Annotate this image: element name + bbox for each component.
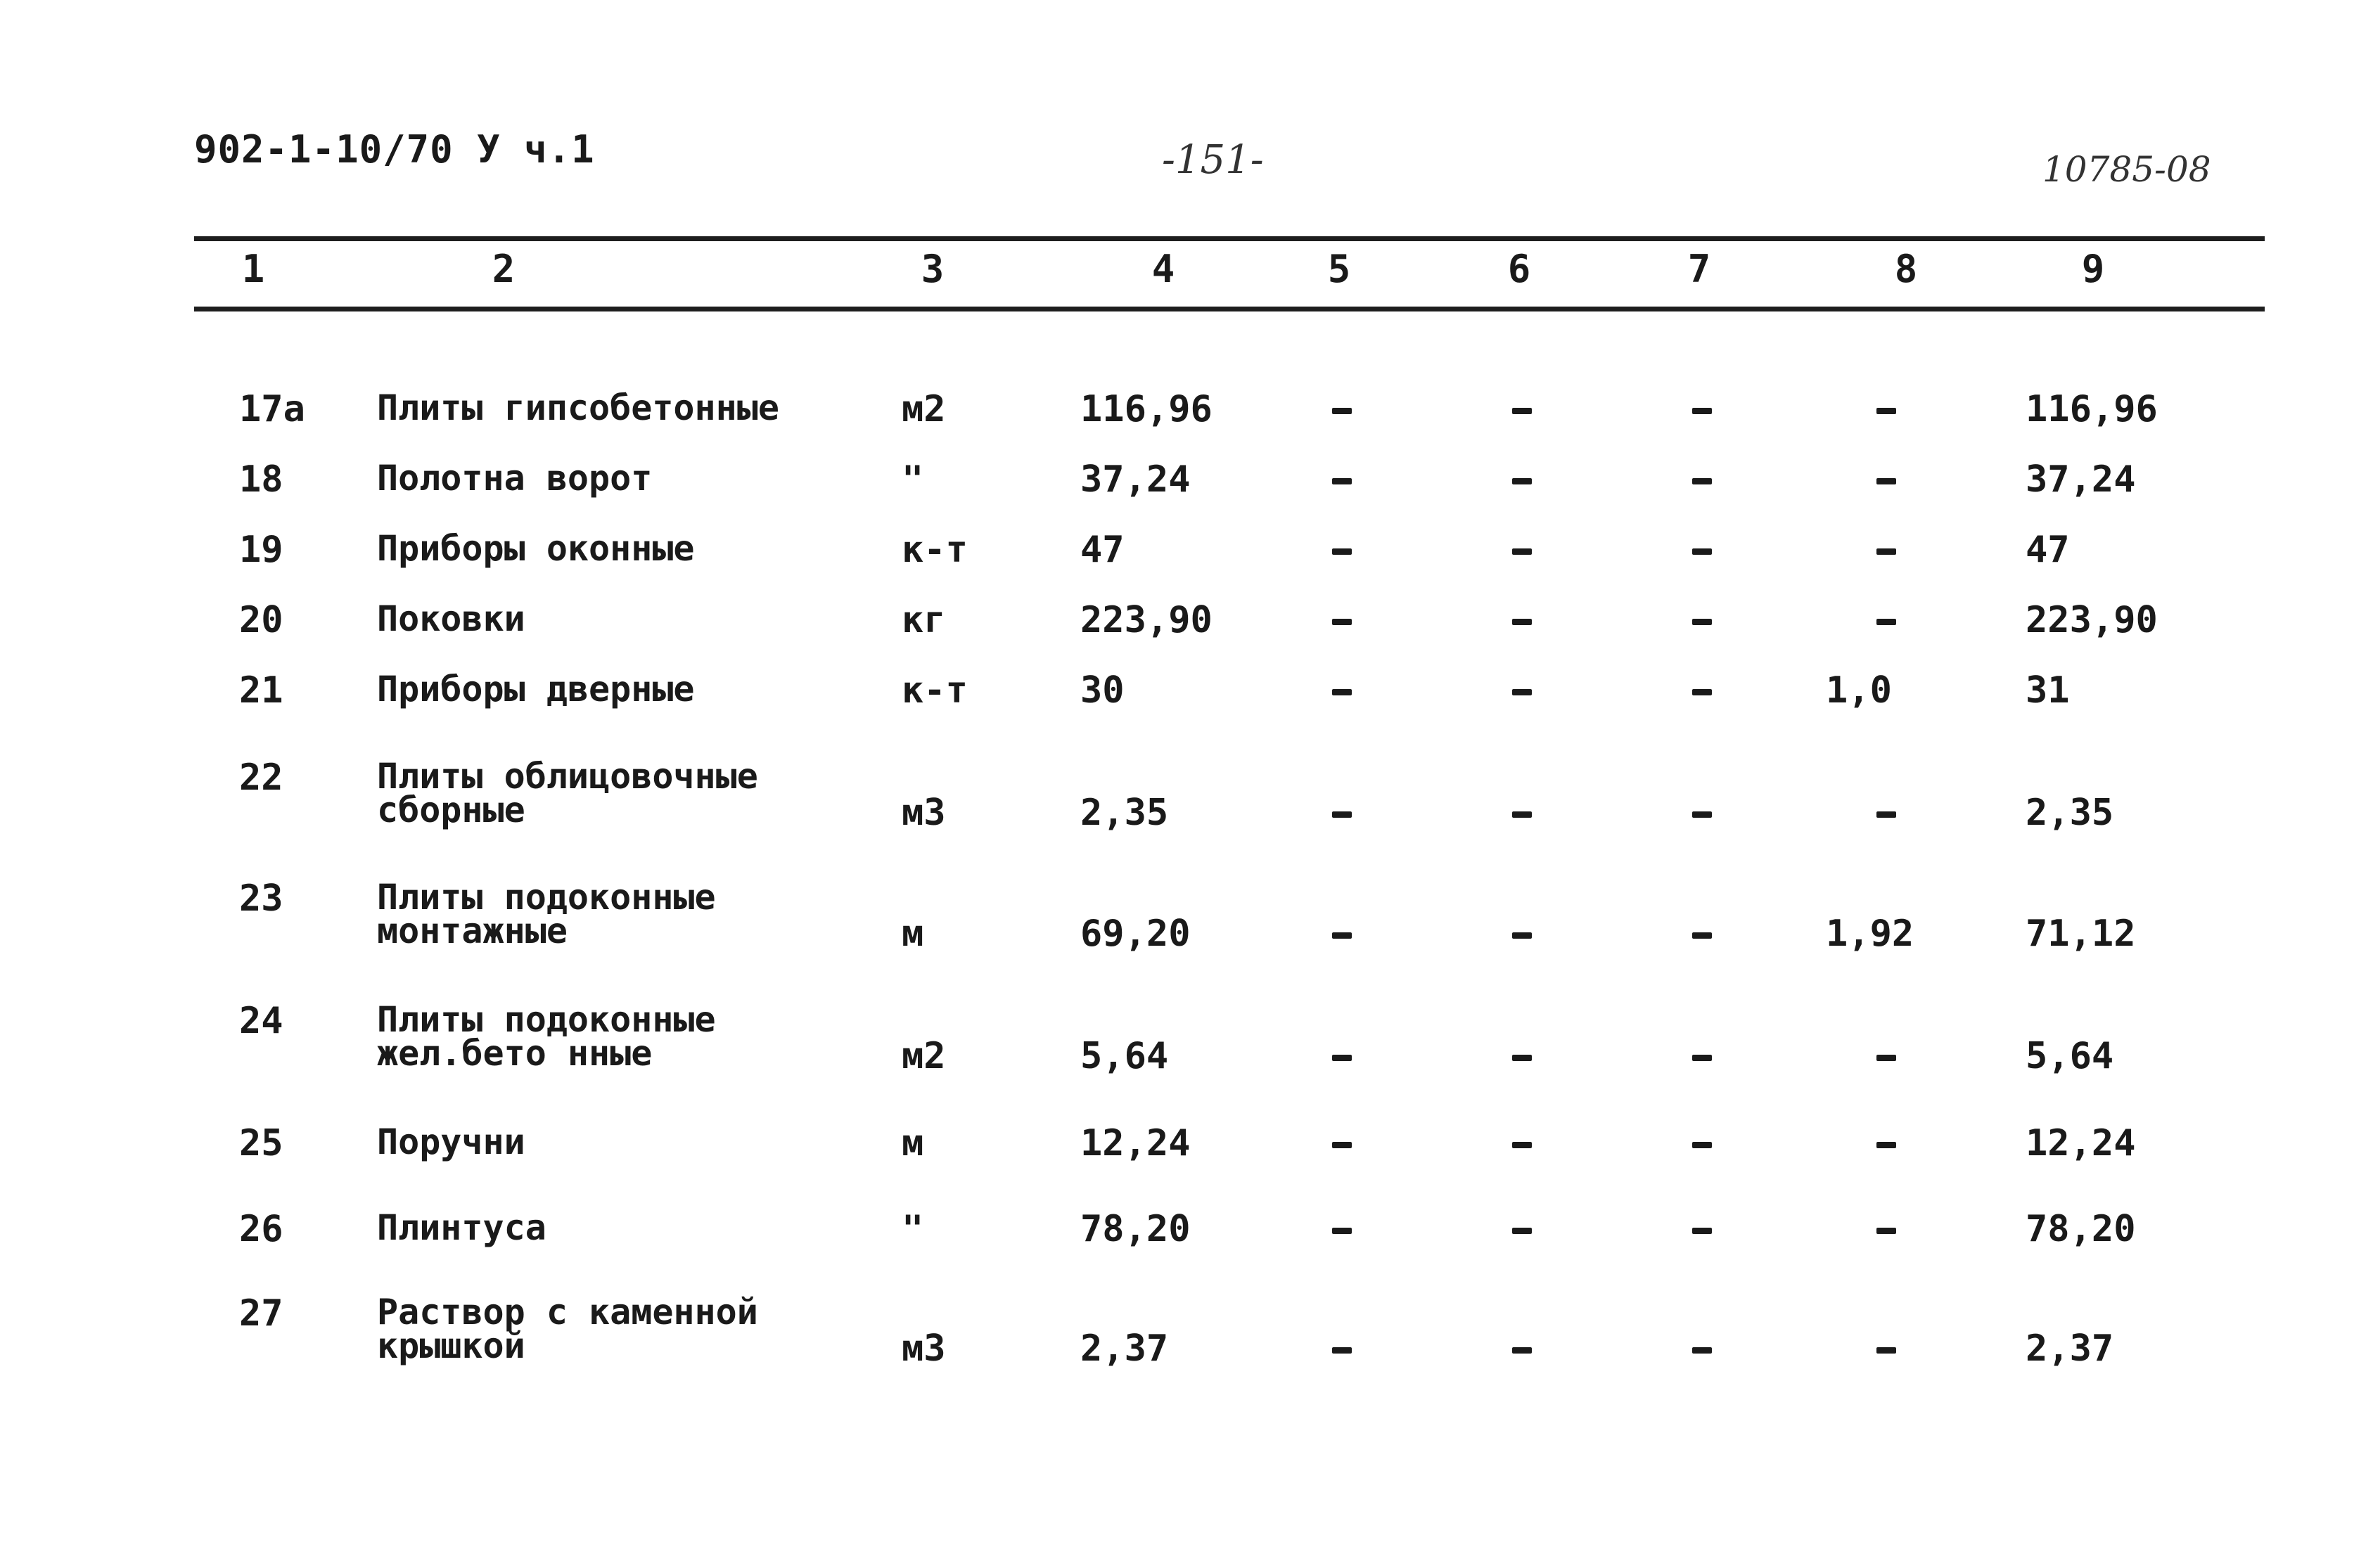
empty-value-dash	[1876, 1142, 1896, 1148]
empty-value-dash	[1692, 548, 1712, 555]
empty-value-dash	[1512, 932, 1532, 939]
value-c4: 47	[1080, 529, 1125, 571]
empty-value-dash	[1692, 478, 1712, 484]
empty-value-dash	[1876, 1055, 1896, 1061]
empty-value-dash	[1512, 1347, 1532, 1354]
table-row	[0, 387, 2373, 430]
empty-value-dash	[1512, 548, 1532, 555]
empty-value-dash	[1512, 1228, 1532, 1234]
item-name: Полотна ворот	[377, 458, 653, 499]
value-c9: 2,37	[2026, 1328, 2114, 1370]
item-name: Плиты подоконные монтажные	[377, 877, 716, 951]
empty-value-dash	[1332, 1228, 1352, 1234]
item-name: Приборы оконные	[377, 528, 695, 569]
table-row	[0, 1207, 2373, 1250]
empty-value-dash	[1332, 478, 1352, 484]
empty-value-dash	[1692, 932, 1712, 939]
empty-value-dash	[1876, 478, 1896, 484]
empty-value-dash	[1512, 478, 1532, 484]
empty-value-dash	[1512, 1142, 1532, 1148]
empty-value-dash	[1692, 619, 1712, 625]
item-name: Поручни	[377, 1122, 525, 1162]
item-name: Плиты подоконные жел.бето нные	[377, 999, 716, 1074]
table-row	[0, 458, 2373, 501]
table-row	[0, 1292, 2373, 1370]
unit-of-measure: кг	[902, 599, 946, 641]
empty-value-dash	[1692, 1142, 1712, 1148]
column-number-6: 6	[1507, 247, 1531, 291]
unit-of-measure: м2	[902, 388, 946, 430]
table-row	[0, 756, 2373, 834]
value-c9: 71,12	[2026, 913, 2136, 955]
table-row	[0, 1122, 2373, 1164]
row-number: 27	[239, 1292, 283, 1335]
value-c9: 2,35	[2026, 792, 2114, 834]
empty-value-dash	[1332, 548, 1352, 555]
empty-value-dash	[1876, 548, 1896, 555]
empty-value-dash	[1332, 689, 1352, 695]
value-c4: 116,96	[1080, 388, 1213, 430]
empty-value-dash	[1692, 1347, 1712, 1354]
empty-value-dash	[1332, 932, 1352, 939]
value-c4: 2,35	[1080, 792, 1169, 834]
empty-value-dash	[1512, 408, 1532, 414]
value-c9: 78,20	[2026, 1208, 2136, 1250]
empty-value-dash	[1512, 689, 1532, 695]
row-number: 26	[239, 1208, 283, 1250]
empty-value-dash	[1876, 811, 1896, 818]
empty-value-dash	[1332, 1347, 1352, 1354]
value-c4: 69,20	[1080, 913, 1191, 955]
unit-of-measure: м3	[902, 792, 946, 834]
value-c9: 47	[2026, 529, 2070, 571]
value-c4: 37,24	[1080, 458, 1191, 501]
column-number-3: 3	[921, 247, 945, 291]
row-number: 24	[239, 1000, 283, 1042]
column-number-2: 2	[492, 247, 516, 291]
column-number-7: 7	[1687, 247, 1711, 291]
item-name: Плиты облицовочные сборные	[377, 756, 758, 830]
column-number-1: 1	[241, 247, 265, 291]
page-number: -151-	[1162, 137, 1264, 183]
row-number: 25	[239, 1122, 283, 1164]
unit-of-measure: к-т	[902, 529, 968, 571]
column-number-8: 8	[1894, 247, 1918, 291]
unit-of-measure: м2	[902, 1035, 946, 1077]
value-c4: 30	[1080, 669, 1125, 712]
empty-value-dash	[1876, 1347, 1896, 1354]
row-number: 19	[239, 529, 283, 571]
item-name: Поковки	[377, 598, 525, 639]
empty-value-dash	[1332, 1055, 1352, 1061]
value-c9: 5,64	[2026, 1035, 2114, 1077]
table-row	[0, 877, 2373, 955]
unit-of-measure: м	[902, 1122, 924, 1164]
empty-value-dash	[1332, 1142, 1352, 1148]
value-c4: 5,64	[1080, 1035, 1169, 1077]
item-name: Раствор с каменной крышкой	[377, 1292, 758, 1366]
row-number: 22	[239, 757, 283, 799]
table-row	[0, 598, 2373, 641]
unit-of-measure: м3	[902, 1328, 946, 1370]
value-c4: 223,90	[1080, 599, 1213, 641]
value-c8: 1,0	[1826, 669, 1892, 712]
value-c9: 12,24	[2026, 1122, 2136, 1164]
value-c9: 37,24	[2026, 458, 2136, 501]
value-c4: 12,24	[1080, 1122, 1191, 1164]
unit-of-measure: м	[902, 913, 924, 955]
archive-number: 10785-08	[2042, 149, 2211, 190]
value-c4: 2,37	[1080, 1328, 1169, 1370]
column-number-9: 9	[2081, 247, 2105, 291]
row-number: 17а	[239, 388, 305, 430]
empty-value-dash	[1512, 619, 1532, 625]
table-top-rule	[194, 236, 2265, 241]
empty-value-dash	[1876, 619, 1896, 625]
value-c9: 223,90	[2026, 599, 2158, 641]
value-c9: 31	[2026, 669, 2070, 712]
empty-value-dash	[1332, 619, 1352, 625]
item-name: Приборы дверные	[377, 669, 695, 709]
value-c4: 78,20	[1080, 1208, 1191, 1250]
empty-value-dash	[1692, 1228, 1712, 1234]
table-header-rule	[194, 307, 2265, 311]
empty-value-dash	[1332, 408, 1352, 414]
row-number: 18	[239, 458, 283, 501]
empty-value-dash	[1512, 811, 1532, 818]
value-c8: 1,92	[1826, 913, 1914, 955]
empty-value-dash	[1692, 689, 1712, 695]
table-row	[0, 669, 2373, 712]
value-c9: 116,96	[2026, 388, 2158, 430]
row-number: 23	[239, 878, 283, 920]
unit-of-measure: "	[902, 458, 924, 501]
item-name: Плинтуса	[377, 1207, 546, 1248]
empty-value-dash	[1692, 408, 1712, 414]
row-number: 21	[239, 669, 283, 712]
empty-value-dash	[1692, 811, 1712, 818]
document-code: 902-1-10/70 У ч.1	[194, 127, 595, 172]
empty-value-dash	[1332, 811, 1352, 818]
empty-value-dash	[1876, 408, 1896, 414]
unit-of-measure: к-т	[902, 669, 968, 712]
empty-value-dash	[1692, 1055, 1712, 1061]
column-number-5: 5	[1327, 247, 1351, 291]
unit-of-measure: "	[902, 1208, 924, 1250]
empty-value-dash	[1876, 1228, 1896, 1234]
item-name: Плиты гипсобетонные	[377, 387, 779, 428]
empty-value-dash	[1512, 1055, 1532, 1061]
row-number: 20	[239, 599, 283, 641]
column-number-4: 4	[1151, 247, 1175, 291]
